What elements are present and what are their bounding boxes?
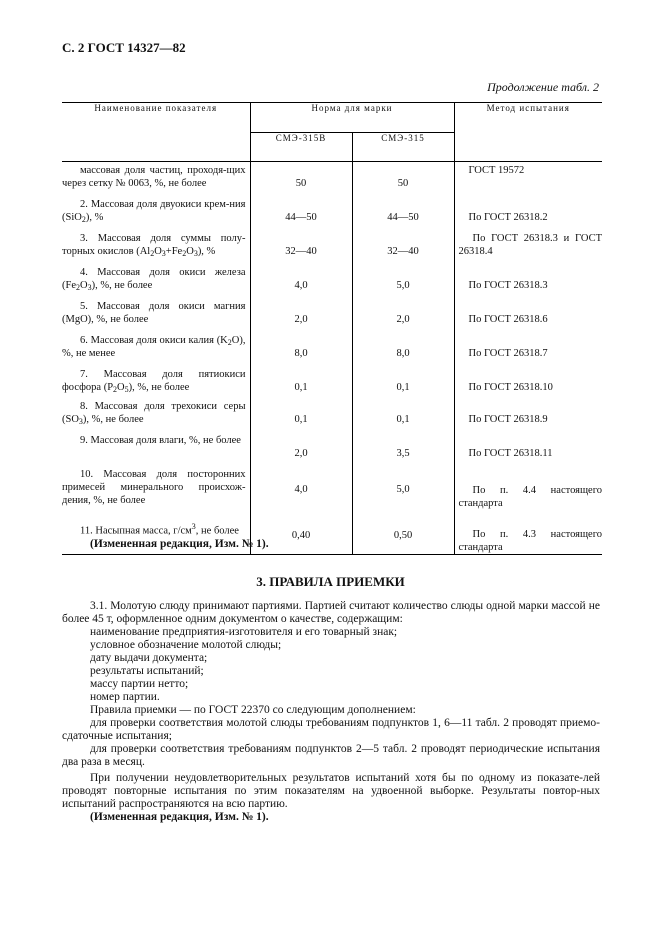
amendment-note-table: (Измененная редакция, Изм. № 1). <box>90 538 269 550</box>
table-continuation-label: Продолжение табл. 2 <box>487 80 599 94</box>
table-row: 8. Массовая доля трехокиси серы $(SO_3)$, %, не более 0,1 0,1 По ГОСТ 26318.9 <box>62 394 602 426</box>
table-row: 9. Массовая доля влаги, %, не более 2,0 3,5 По ГОСТ 26318.11 <box>62 426 602 460</box>
column-header-method: Метод испытания <box>454 103 602 162</box>
table-row: 5. Массовая доля окиси магния (MgO), %, не более 2,0 2,0 По ГОСТ 26318.6 <box>62 292 602 326</box>
list-item: наименование предприятия-изготовителя и его товарный знак; <box>90 626 398 638</box>
page-header: С. 2 ГОСТ 14327—82 <box>62 40 186 55</box>
column-header-norm: Норма для марки <box>250 103 454 133</box>
paragraph: для проверки соответствия требованиям подпунктов 2—5 табл. 2 проводят периодические испытания два раза в месяц. <box>62 743 600 768</box>
amendment-note: (Измененная редакция, Изм. № 1). <box>90 811 269 823</box>
table-row: 3. Массовая доля суммы полу-торных окислов $(Al_2O_3+Fe_2O_3)$, % 32—40 32—40 По ГОСТ 26318.3 и ГОСТ 26318.4 <box>62 224 602 258</box>
column-header-grade-315: СМЭ-315 <box>352 132 454 162</box>
list-item: номер партии. <box>90 691 160 703</box>
paragraph: 3.1. Молотую слюду принимают партиями. Партией считают количество слюды одной марки массой не более 45 т, оформленное одним документом о качестве, содержащим: <box>62 600 600 625</box>
paragraph: Правила приемки — по ГОСТ 22370 со следующим дополнением: <box>90 704 416 716</box>
table-row: 11. Насыпная масса, $г/см^3$, не более 0,40 0,50 По п. 4.3 настоящего стандарта <box>62 510 602 554</box>
column-header-grade-315v: СМЭ-315В <box>250 132 352 162</box>
list-item: результаты испытаний; <box>90 665 204 677</box>
column-header-name: Наименование показателя <box>62 103 250 162</box>
table-row: 2. Массовая доля двуокиси крем-ния (SiO$_2$), % 44—50 44—50 По ГОСТ 26318.2 <box>62 190 602 224</box>
list-item: условное обозначение молотой слюды; <box>90 639 282 651</box>
indicators-table <box>62 102 602 555</box>
paragraph: При получении неудовлетворительных результатов испытаний хотя бы по одному из показате-лей проводят повторные испытания по этим показателям на удвоенной выборке. Результаты повтор-ных испытаний распространяются на всю партию. <box>62 772 600 810</box>
table-row: 7. Массовая доля пятиокиси фосфора $(P_2O_5)$, %, не более 0,1 0,1 По ГОСТ 26318.10 <box>62 360 602 394</box>
section-body <box>62 600 600 824</box>
table-row: 10. Массовая доля посторонних примесей минерального происхож-дения, %, не более 4,0 5,0 По п. 4.4 настоящего стандарта <box>62 460 602 510</box>
list-item: массу партии нетто; <box>90 678 189 690</box>
list-item: дату выдачи документа; <box>90 652 208 664</box>
table-row: 6. Массовая доля окиси калия $(K_2O)$, %, не менее 8,0 8,0 По ГОСТ 26318.7 <box>62 326 602 360</box>
paragraph: для проверки соответствия молотой слюды требованиям подпунктов 1, 6—11 табл. 2 проводят приемо-сдаточные испытания; <box>62 717 600 742</box>
table-row: 4. Массовая доля окиси железа $(Fe_2O_3)$, %, не более 4,0 5,0 По ГОСТ 26318.3 <box>62 258 602 292</box>
section-title: 3. ПРАВИЛА ПРИЕМКИ <box>256 574 405 589</box>
table-row: массовая доля частиц, проходя-щих через сетку № 0063, %, не более 50 50 ГОСТ 19572 <box>62 162 602 191</box>
